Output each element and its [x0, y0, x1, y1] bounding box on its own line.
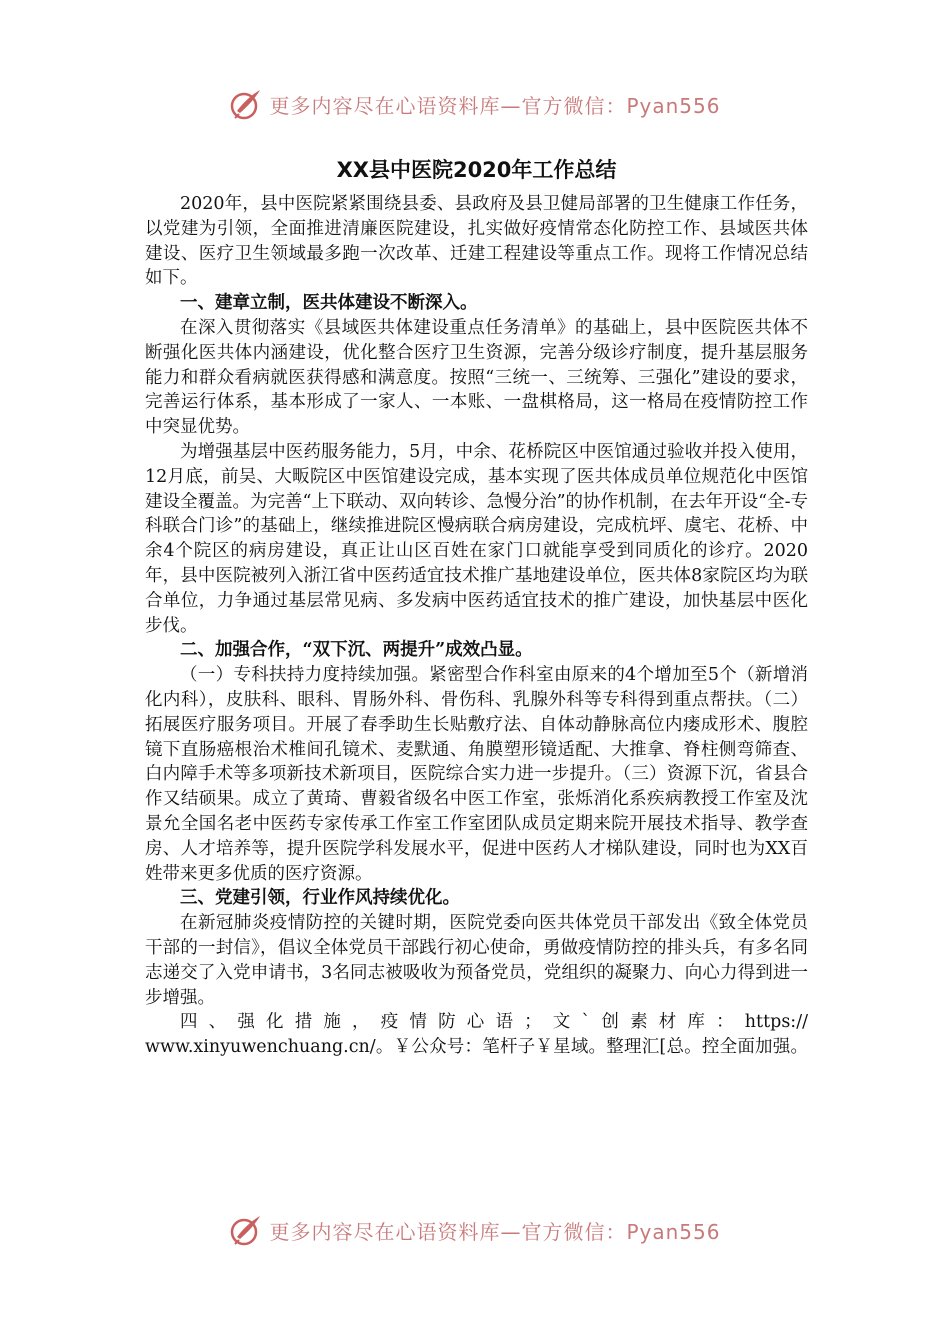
intro-paragraph: 2020年，县中医院紧紧围绕县委、县政府及县卫健局部署的卫生健康工作任务，以党建为引领，全面推进清廉医院建设，扎实做好疫情常态化防控工作、县域医共体建设、医疗卫生领域最多跑一次改革、迁建工程建设等重点工作。现将工作情况总结如下。 — [145, 194, 808, 289]
section-1-paragraph-2: 为增强基层中医药服务能力，5月，中余、花桥院区中医馆通过验收并投入使用，12月底，前吴、大畈院区中医馆建设完成，基本实现了医共体成员单位规范化中医馆建设全覆盖。为完善“上下联动、双向转诊、急慢分治”的协作机制，在去年开设“全-专科联合门诊”的基础上，继续推进院区慢病联合病房建设，完成杭坪、虞宅、花桥、中余4个院区的病房建设，真正让山区百姓在家门口就能享受到同质化的诊疗。2020年，县中医院被列入浙江省中医药适宜技术推广基地建设单位，医共体8家院区均为联合单位，力争通过基层常见病、多发病中医药适宜技术的推广建设，加快基层中医化步伐。 — [145, 441, 808, 636]
quill-logo-icon — [229, 87, 263, 121]
section-4-line-2: www.xinyuwenchuang.cn/。￥公众号：笔杆子￥星域。整理汇[总。控全面加强。 — [145, 1037, 808, 1058]
section-3-heading: 三、党建引领，行业作风持续优化。 — [180, 888, 460, 909]
header-banner — [0, 84, 950, 124]
section-2-paragraph-1: （一）专科扶持力度持续加强。紧密型合作科室由原来的4个增加至5个（新增消化内科），皮肤科、眼科、胃肠外科、骨伤科、乳腺外科等专科得到重点帮扶。（二）拓展医疗服务项目。开展了春季助生长贴敷疗法、自体动静脉高位内瘘成形术、腹腔镜下直肠癌根治术椎间孔镜术、麦默通、角膜塑形镜适配、大推拿、脊柱侧弯筛查、白内障手术等多项新技术新项目，医院综合实力进一步提升。（三）资源下沉，省县合作又结硕果。成立了黄琦、曹毅省级名中医工作室，张烁消化系疾病教授工作室及沈景允全国名老中医药专家传承工作室工作室团队成员定期来院开展技术指导、教学查房、人才培养等，提升医院学科发展水平，促进中医药人才梯队建设，同时也为XX百姓带来更多优质的医疗资源。 — [145, 665, 808, 884]
section-4-line-1: 四、强化措施，疫情防心语；文`创素材库：https:// — [180, 1012, 808, 1033]
section-3-paragraph-1: 在新冠肺炎疫情防控的关键时期，医院党委向医共体党员干部发出《致全体党员干部的一封信》，倡议全体党员干部践行初心使命，勇做疫情防控的排头兵，有多名同志递交了入党申请书，3名同志被吸收为预备党员，党组织的凝聚力、向心力得到进一步增强。 — [145, 913, 808, 1008]
quill-logo-icon — [229, 1213, 263, 1247]
document-title: XX县中医院2020年工作总结 — [336, 158, 617, 182]
section-1-paragraph-1: 在深入贯彻落实《县域医共体建设重点任务清单》的基础上，县中医院医共体不断强化医共体内涵建设，优化整合医疗卫生资源，完善分级诊疗制度，提升基层服务能力和群众看病就医获得感和满意度。按照“三统一、三统筹、三强化”建设的要求，完善运行体系，基本形成了一家人、一本账、一盘棋格局，这一格局在疫情防控工作中突显优势。 — [145, 317, 808, 438]
document-body — [145, 150, 808, 1060]
section-1-heading: 一、建章立制，医共体建设不断深入。 — [180, 293, 478, 314]
section-2-heading: 二、加强合作，“双下沉、两提升”成效凸显。 — [180, 640, 533, 661]
banner-text: 更多内容尽在心语资料库—官方微信：Pyan556 — [269, 1219, 721, 1244]
footer-banner — [0, 1210, 950, 1250]
banner-text: 更多内容尽在心语资料库—官方微信：Pyan556 — [269, 93, 721, 118]
